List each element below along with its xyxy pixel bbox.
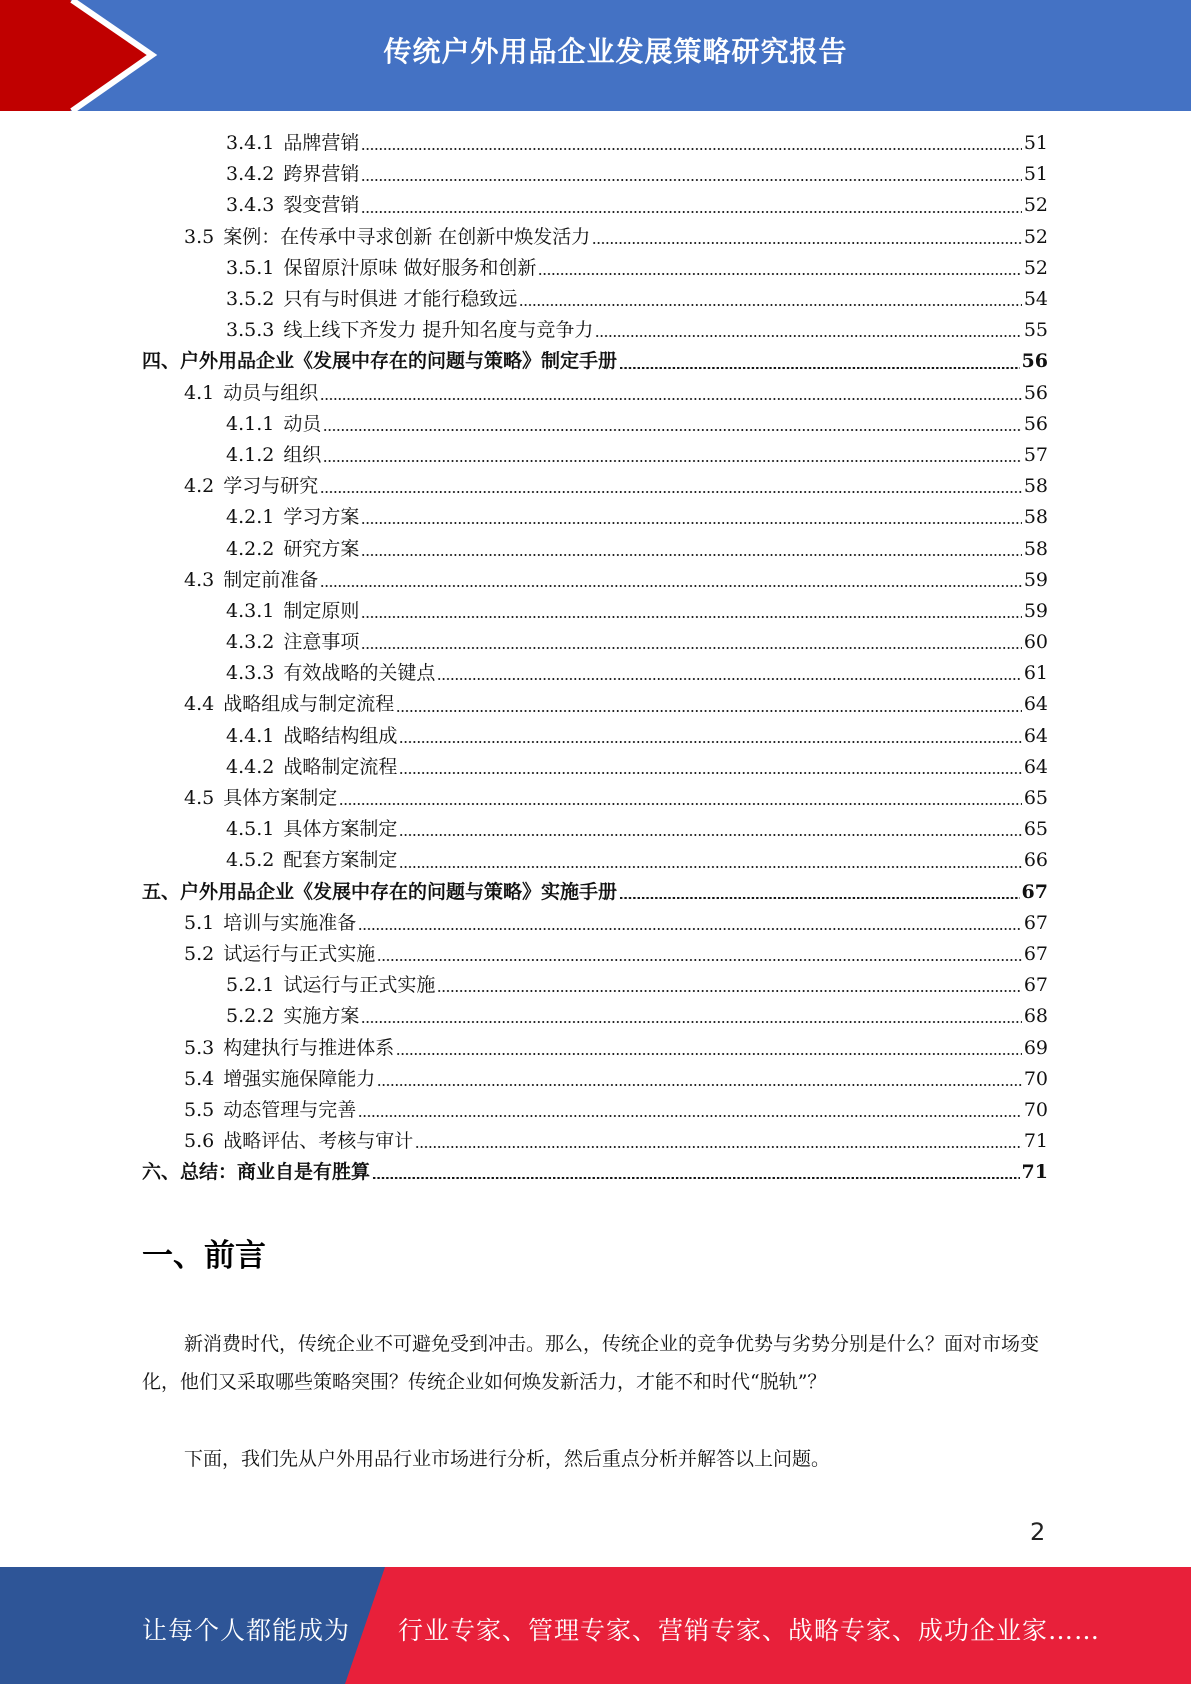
toc-entry-label <box>184 378 318 409</box>
toc-entry-label <box>184 1033 394 1064</box>
toc-page-number: 55 <box>1023 319 1048 342</box>
toc-page-number: 65 <box>1023 818 1048 841</box>
toc-entry-number: 5.3 <box>184 1036 215 1059</box>
toc-entry-text: 战略评估、考核与审计 <box>223 1130 414 1153</box>
toc-entry-label <box>142 346 617 377</box>
section-heading: 一、前言 <box>142 1238 266 1274</box>
toc-entry-number: 4.1.2 <box>226 443 275 466</box>
toc-page-number: 64 <box>1023 693 1048 716</box>
footer-slogan-right: 行业专家、管理专家、营销专家、战略专家、成功企业家…… <box>398 1616 1101 1645</box>
toc-dot-leader <box>399 741 1021 743</box>
toc-entry-text: 线上线下齐发力 提升知名度与竞争力 <box>283 319 594 342</box>
footer-slogan-left: 让每个人都能成为 <box>142 1616 351 1645</box>
toc-entry-label <box>142 1157 370 1188</box>
toc-entry-number: 4.3.3 <box>226 662 275 685</box>
toc-page-number: 54 <box>1023 288 1048 311</box>
toc-entry[interactable] <box>142 1001 1048 1032</box>
toc-dot-leader <box>399 866 1021 868</box>
toc-entry-text: 注意事项 <box>283 631 360 654</box>
toc-dot-leader <box>339 803 1022 805</box>
toc-entry[interactable] <box>142 284 1048 315</box>
toc-entry-number: 4.4.2 <box>226 755 275 778</box>
toc-entry[interactable] <box>142 596 1048 627</box>
toc-entry[interactable] <box>142 128 1048 159</box>
toc-entry-label <box>226 534 359 565</box>
toc-entry-label <box>226 190 359 221</box>
toc-entry[interactable] <box>142 159 1048 190</box>
toc-dot-leader <box>361 148 1021 150</box>
toc-entry-number: 5.2.2 <box>226 1005 275 1028</box>
toc-dot-leader <box>377 959 1022 961</box>
toc-entry[interactable] <box>142 409 1048 440</box>
toc-entry-text: 战略结构组成 <box>283 724 398 747</box>
toc-entry-label <box>226 253 536 284</box>
toc-entry-label <box>184 471 318 502</box>
toc-entry[interactable] <box>142 1064 1048 1095</box>
toc-entry[interactable] <box>142 315 1048 346</box>
toc-dot-leader <box>361 211 1021 213</box>
toc-entry-text: 构建执行与推进体系 <box>223 1036 395 1059</box>
toc-dot-leader <box>538 273 1021 275</box>
toc-entry[interactable] <box>142 814 1048 845</box>
toc-entry-text: 制定原则 <box>283 599 360 622</box>
toc-entry-text: 试运行与正式实施 <box>283 974 436 997</box>
toc-page-number: 71 <box>1021 1161 1048 1184</box>
toc-entry[interactable] <box>142 908 1048 939</box>
toc-page-number: 59 <box>1023 568 1048 591</box>
toc-entry-number: 4.2 <box>184 475 215 498</box>
toc-entry[interactable] <box>142 752 1048 783</box>
toc-entry-text: 具体方案制定 <box>223 787 338 810</box>
toc-entry[interactable] <box>142 627 1048 658</box>
toc-entry-label <box>226 1001 359 1032</box>
toc-page-number: 52 <box>1023 225 1048 248</box>
toc-entry-text: 动态管理与完善 <box>223 1098 357 1121</box>
toc-entry[interactable] <box>142 222 1048 253</box>
toc-entry-label <box>226 627 359 658</box>
toc-entry[interactable] <box>142 471 1048 502</box>
toc-page-number: 64 <box>1023 724 1048 747</box>
toc-dot-leader <box>519 304 1021 306</box>
toc-entry-text: 学习方案 <box>283 506 360 529</box>
toc-entry-text: 动员与组织 <box>223 381 319 404</box>
toc-entry-text: 五、户外用品企业《发展中存在的问题与策略》实施手册 <box>142 880 618 903</box>
toc-dot-leader <box>372 1177 1020 1179</box>
toc-entry-number: 5.6 <box>184 1130 215 1153</box>
toc-entry-text: 案例：在传承中寻求创新 在创新中焕发活力 <box>223 225 591 248</box>
toc-entry-number: 4.3.2 <box>226 631 275 654</box>
toc-dot-leader <box>358 928 1022 930</box>
toc-entry-label <box>184 1095 356 1126</box>
toc-entry-text: 实施方案 <box>283 1005 360 1028</box>
toc-dot-leader <box>377 1084 1022 1086</box>
paragraph-1: 新消费时代，传统企业不可避免受到冲击。那么，传统企业的竞争优势与劣势分别是什么？面对市场变化，他们又采取哪些策略突围？传统企业如何焕发新活力，才能不和时代“脱轨”？ <box>142 1333 1040 1393</box>
toc-entry-number: 5.5 <box>184 1098 215 1121</box>
toc-dot-leader <box>361 179 1021 181</box>
toc-entry-label <box>184 908 356 939</box>
toc-entry-text: 保留原汁原味 做好服务和创新 <box>283 256 537 279</box>
toc-entry-text: 品牌营销 <box>283 132 360 155</box>
toc-dot-leader <box>619 897 1020 899</box>
toc-page-number: 59 <box>1023 599 1048 622</box>
toc-entry-number: 4.3 <box>184 568 215 591</box>
toc-entry-text: 四、户外用品企业《发展中存在的问题与策略》制定手册 <box>142 350 618 373</box>
toc-entry[interactable] <box>142 253 1048 284</box>
toc-entry-label <box>226 159 359 190</box>
toc-entry-number: 5.2.1 <box>226 974 275 997</box>
toc-entry-number: 5.1 <box>184 911 215 934</box>
toc-dot-leader <box>361 616 1021 618</box>
toc-entry-number: 4.3.1 <box>226 599 275 622</box>
toc-page-number: 69 <box>1023 1036 1048 1059</box>
toc-entry-number: 3.5.2 <box>226 288 275 311</box>
toc-entry[interactable] <box>142 190 1048 221</box>
toc-dot-leader <box>361 1021 1021 1023</box>
toc-page-number: 52 <box>1023 194 1048 217</box>
toc-page-number: 56 <box>1023 412 1048 435</box>
toc-entry-number: 4.4 <box>184 693 215 716</box>
toc-dot-leader <box>358 1115 1022 1117</box>
toc-page-number: 70 <box>1023 1067 1048 1090</box>
toc-entry-label <box>184 689 394 720</box>
toc-page-number: 51 <box>1023 163 1048 186</box>
toc-entry-label <box>184 565 318 596</box>
toc-entry[interactable] <box>142 533 1048 564</box>
toc-page-number: 56 <box>1021 350 1048 373</box>
toc-entry-text: 学习与研究 <box>223 475 319 498</box>
toc-page-number: 70 <box>1023 1098 1048 1121</box>
toc-page-number: 57 <box>1023 443 1048 466</box>
paragraph-2: 下面，我们先从户外用品行业市场进行分析，然后重点分析并解答以上问题。 <box>184 1448 831 1470</box>
toc-dot-leader <box>396 710 1022 712</box>
toc-entry-text: 制定前准备 <box>223 568 319 591</box>
toc-entry-number: 4.1 <box>184 381 215 404</box>
toc-entry-text: 具体方案制定 <box>283 818 398 841</box>
toc-page-number: 67 <box>1023 974 1048 997</box>
toc-entry-text: 裂变营销 <box>283 194 360 217</box>
toc-entry[interactable] <box>142 721 1048 752</box>
toc-entry[interactable] <box>142 845 1048 876</box>
toc-entry-text: 试运行与正式实施 <box>223 942 376 965</box>
toc-entry-label <box>226 409 321 440</box>
toc-page-number: 58 <box>1023 506 1048 529</box>
toc-entry-label <box>184 783 337 814</box>
toc-entry-text: 增强实施保障能力 <box>223 1067 376 1090</box>
toc-entry[interactable] <box>142 440 1048 471</box>
toc-entry-text: 跨界营销 <box>283 163 360 186</box>
toc-entry-label <box>226 814 397 845</box>
toc-dot-leader <box>361 522 1021 524</box>
toc-entry-number: 3.4.1 <box>226 132 275 155</box>
toc-entry-number: 3.4.2 <box>226 163 275 186</box>
toc-dot-leader <box>323 429 1021 431</box>
toc-entry-number: 3.5.1 <box>226 256 275 279</box>
toc-entry[interactable] <box>142 939 1048 970</box>
toc-entry-number: 3.5.3 <box>226 319 275 342</box>
toc-entry[interactable] <box>142 1095 1048 1126</box>
toc-dot-leader <box>361 554 1021 556</box>
toc-entry-label <box>226 502 359 533</box>
toc-entry-number: 4.4.1 <box>226 724 275 747</box>
toc-dot-leader <box>619 367 1020 369</box>
toc-dot-leader <box>399 772 1021 774</box>
toc-entry-text: 培训与实施准备 <box>223 911 357 934</box>
toc-entry-text: 战略制定流程 <box>283 755 398 778</box>
toc-page-number: 67 <box>1023 911 1048 934</box>
toc-entry-label <box>226 845 397 876</box>
toc-page-number: 64 <box>1023 755 1048 778</box>
toc-entry[interactable] <box>142 1157 1048 1188</box>
toc-entry-label <box>226 440 321 471</box>
toc-entry-label <box>226 970 435 1001</box>
page-number: 2 <box>1030 1518 1046 1546</box>
toc-dot-leader <box>437 990 1021 992</box>
toc-entry[interactable] <box>142 378 1048 409</box>
toc-entry-number: 5.4 <box>184 1067 215 1090</box>
toc-entry-label <box>184 939 375 970</box>
toc-page-number: 71 <box>1023 1130 1048 1153</box>
toc-entry-number: 3.4.3 <box>226 194 275 217</box>
toc-entry-label <box>226 284 517 315</box>
toc-entry-number: 4.1.1 <box>226 412 275 435</box>
toc-entry-number: 4.5.2 <box>226 849 275 872</box>
toc-entry[interactable] <box>142 565 1048 596</box>
toc-entry[interactable] <box>142 346 1048 377</box>
toc-page-number: 65 <box>1023 787 1048 810</box>
toc-dot-leader <box>320 398 1022 400</box>
toc-entry-label <box>226 128 359 159</box>
toc-page-number: 68 <box>1023 1005 1048 1028</box>
toc-entry-label <box>226 596 359 627</box>
toc-page-number: 58 <box>1023 475 1048 498</box>
toc-entry-text: 组织 <box>283 443 322 466</box>
toc-entry-label <box>226 658 435 689</box>
toc-entry-label <box>226 721 397 752</box>
toc-page-number: 56 <box>1023 381 1048 404</box>
toc-entry-text: 动员 <box>283 412 322 435</box>
toc-entry[interactable] <box>142 658 1048 689</box>
toc-page-number: 52 <box>1023 256 1048 279</box>
toc-entry[interactable] <box>142 783 1048 814</box>
toc-entry[interactable] <box>142 877 1048 908</box>
toc-dot-leader <box>595 335 1021 337</box>
page-footer <box>0 1567 1191 1684</box>
toc-entry-text: 研究方案 <box>283 537 360 560</box>
toc-page-number: 66 <box>1023 849 1048 872</box>
toc-entry-label <box>184 1126 413 1157</box>
toc-dot-leader <box>437 678 1021 680</box>
toc-dot-leader <box>415 1146 1022 1148</box>
toc-entry[interactable] <box>142 1126 1048 1157</box>
toc-entry-text: 六、总结：商业自是有胜算 <box>142 1161 371 1184</box>
toc-entry-label <box>226 315 593 346</box>
toc-entry[interactable] <box>142 689 1048 720</box>
report-title: 传统户外用品企业发展策略研究报告 <box>383 35 848 68</box>
toc-page-number: 67 <box>1023 942 1048 965</box>
toc-entry-text: 配套方案制定 <box>283 849 398 872</box>
toc-entry-label <box>184 222 590 253</box>
toc-page-number: 60 <box>1023 631 1048 654</box>
toc-entry[interactable] <box>142 502 1048 533</box>
toc-entry[interactable] <box>142 970 1048 1001</box>
toc-dot-leader <box>592 242 1022 244</box>
toc-page-number: 61 <box>1023 662 1048 685</box>
toc-page-number: 67 <box>1021 880 1048 903</box>
toc-entry[interactable] <box>142 1032 1048 1063</box>
toc-entry-label <box>142 877 617 908</box>
toc-dot-leader <box>361 647 1021 649</box>
page-header <box>0 0 1191 111</box>
toc-page-number: 58 <box>1023 537 1048 560</box>
toc-entry-text: 战略组成与制定流程 <box>223 693 395 716</box>
table-of-contents <box>142 128 1048 1188</box>
toc-dot-leader <box>399 834 1021 836</box>
toc-entry-text: 只有与时俱进 才能行稳致远 <box>283 288 518 311</box>
toc-entry-text: 有效战略的关键点 <box>283 662 436 685</box>
toc-page-number: 51 <box>1023 132 1048 155</box>
toc-entry-number: 4.2.2 <box>226 537 275 560</box>
toc-entry-number: 4.2.1 <box>226 506 275 529</box>
toc-dot-leader <box>320 491 1022 493</box>
toc-dot-leader <box>396 1053 1022 1055</box>
toc-entry-label <box>226 752 397 783</box>
toc-entry-number: 4.5.1 <box>226 818 275 841</box>
toc-entry-number: 5.2 <box>184 942 215 965</box>
toc-dot-leader <box>320 585 1022 587</box>
toc-entry-number: 4.5 <box>184 787 215 810</box>
toc-dot-leader <box>323 460 1021 462</box>
toc-entry-label <box>184 1064 375 1095</box>
toc-entry-number: 3.5 <box>184 225 215 248</box>
